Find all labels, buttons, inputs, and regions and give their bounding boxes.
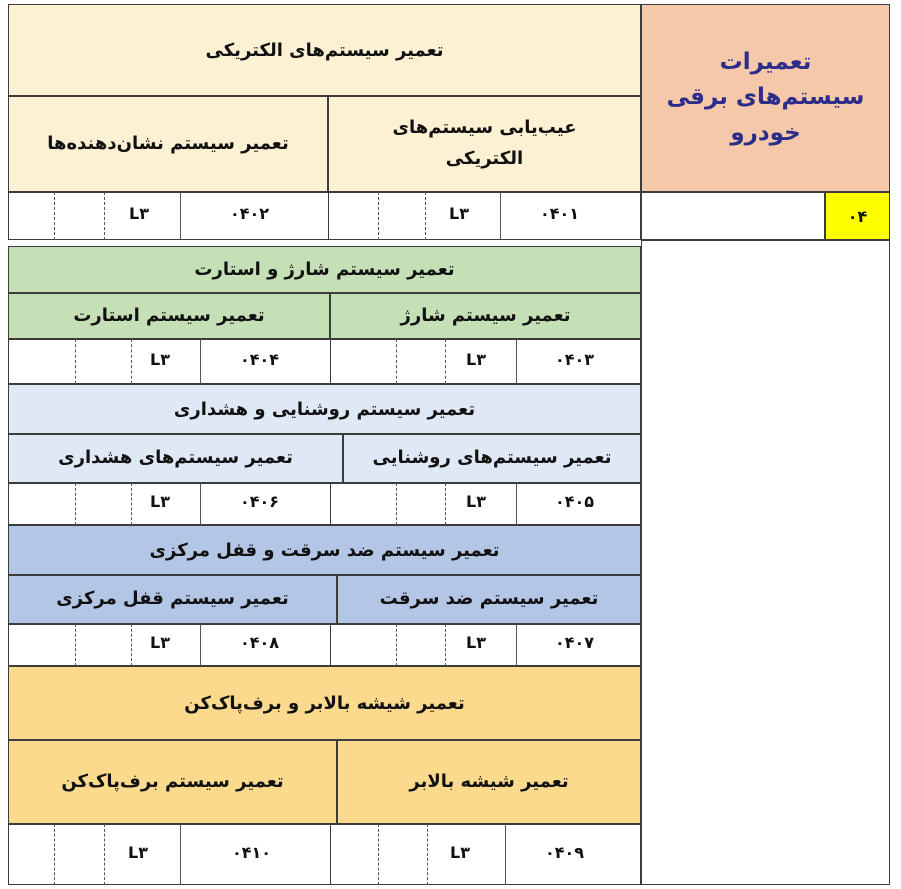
group-1-item-1-level: L۳ bbox=[449, 204, 469, 223]
group-3-item-1-level: L۳ bbox=[466, 492, 486, 511]
main-code-text: ۰۴ bbox=[847, 206, 868, 226]
g4-div bbox=[445, 624, 446, 666]
g3-div bbox=[396, 483, 397, 525]
group-5-item-2-name: تعمیر سیستم برف‌پاک‌کن bbox=[61, 770, 284, 792]
g5-div bbox=[180, 824, 181, 885]
g5-div bbox=[378, 824, 379, 885]
group-2-title bbox=[8, 246, 641, 293]
group-2-item-1-name: تعمیر سیستم شارژ bbox=[400, 304, 571, 326]
right-column-empty bbox=[641, 240, 890, 885]
group-5-item-1-name: تعمیر شیشه بالابر bbox=[409, 770, 569, 792]
g4-div bbox=[75, 624, 76, 666]
group-3-title-text: تعمیر سیستم روشنایی و هشداری bbox=[173, 398, 476, 420]
group-5-item-1-level: L۳ bbox=[450, 843, 470, 862]
group-4-item-1-level: L۳ bbox=[466, 633, 486, 652]
group-4-item-2-level: L۳ bbox=[150, 633, 170, 652]
group-4-title bbox=[8, 525, 641, 575]
group-4-code-row bbox=[8, 624, 641, 666]
group-2-item-2-level: L۳ bbox=[150, 350, 170, 369]
group-4-title-text: تعمیر سیستم ضد سرقت و قفل مرکزی bbox=[149, 539, 500, 561]
g1-div bbox=[54, 192, 55, 240]
g1-div bbox=[500, 192, 501, 240]
g4-div bbox=[396, 624, 397, 666]
group-4-item-2-code: ۰۴۰۸ bbox=[240, 633, 280, 652]
group-2-title-text: تعمیر سیستم شارژ و استارت bbox=[194, 259, 455, 280]
main-title bbox=[641, 4, 890, 192]
group-4-item-2 bbox=[8, 575, 337, 624]
group-5-item-2-code: ۰۴۱۰ bbox=[232, 843, 272, 862]
group-2-item-1 bbox=[330, 293, 641, 339]
g2-div bbox=[516, 339, 517, 384]
main-title-text: تعمیرات سیستم‌های برقی خودرو bbox=[666, 48, 865, 146]
group-3-item-2-code: ۰۴۰۶ bbox=[240, 492, 280, 511]
group-1-code-separator bbox=[328, 192, 329, 240]
group-3-item-2-level: L۳ bbox=[150, 492, 170, 511]
g1-div bbox=[378, 192, 379, 240]
group-2-code-row bbox=[8, 339, 641, 384]
group-4-item-1-code: ۰۴۰۷ bbox=[555, 633, 595, 652]
group-2-item-2-name: تعمیر سیستم استارت bbox=[73, 304, 265, 326]
group-1-item-1 bbox=[328, 96, 641, 192]
group-2-code-separator bbox=[330, 339, 331, 384]
group-1-title bbox=[8, 4, 641, 96]
g5-div bbox=[104, 824, 105, 885]
group-3-code-row bbox=[8, 483, 641, 525]
group-1-item-2-level: L۳ bbox=[129, 204, 149, 223]
group-4-code-separator bbox=[330, 624, 331, 666]
group-2-item-2-code: ۰۴۰۴ bbox=[240, 350, 280, 369]
g5-div bbox=[505, 824, 506, 885]
group-1-item-1-code: ۰۴۰۱ bbox=[540, 204, 580, 223]
group-5-title bbox=[8, 666, 641, 740]
group-2-item-1-code: ۰۴۰۳ bbox=[555, 350, 595, 369]
group-4-item-1 bbox=[337, 575, 641, 624]
group-3-item-1-name: تعمیر سیستم‌های روشنایی bbox=[372, 447, 612, 469]
group-4-item-2-name: تعمیر سیستم قفل مرکزی bbox=[56, 588, 289, 610]
g2-div bbox=[396, 339, 397, 384]
g3-div bbox=[445, 483, 446, 525]
g3-div bbox=[131, 483, 132, 525]
g4-div bbox=[200, 624, 201, 666]
group-1-title-text: تعمیر سیستم‌های الکتریکی bbox=[205, 39, 444, 61]
g4-div bbox=[516, 624, 517, 666]
group-1-item-2-code: ۰۴۰۲ bbox=[230, 204, 270, 223]
group-1-item-1-name: عیب‌یابی سیستم‌های الکتریکی bbox=[392, 117, 577, 169]
group-2-item-2 bbox=[8, 293, 330, 339]
group-4-item-1-name: تعمیر سیستم ضد سرقت bbox=[379, 588, 599, 610]
g1-div bbox=[104, 192, 105, 240]
g3-div bbox=[200, 483, 201, 525]
group-1-item-2 bbox=[8, 96, 328, 192]
group-5-item-2 bbox=[8, 740, 337, 824]
group-1-item-2-name: تعمیر سیستم نشان‌دهنده‌ها bbox=[47, 132, 289, 154]
g5-div bbox=[427, 824, 428, 885]
g1-div bbox=[425, 192, 426, 240]
group-5-item-1-code: ۰۴۰۹ bbox=[545, 843, 585, 862]
group-5-item-2-level: L۳ bbox=[128, 843, 148, 862]
g3-div bbox=[516, 483, 517, 525]
g2-div bbox=[445, 339, 446, 384]
group-3-item-1 bbox=[343, 434, 641, 483]
main-code-blank bbox=[641, 192, 825, 240]
group-3-title bbox=[8, 384, 641, 434]
group-3-item-2 bbox=[8, 434, 343, 483]
group-3-item-2-name: تعمیر سیستم‌های هشداری bbox=[58, 447, 293, 469]
group-3-code-separator bbox=[330, 483, 331, 525]
g4-div bbox=[131, 624, 132, 666]
group-3-item-1-code: ۰۴۰۵ bbox=[555, 492, 595, 511]
g2-div bbox=[200, 339, 201, 384]
g3-div bbox=[75, 483, 76, 525]
g2-div bbox=[75, 339, 76, 384]
g5-div bbox=[54, 824, 55, 885]
group-2-item-1-level: L۳ bbox=[466, 350, 486, 369]
g2-div bbox=[131, 339, 132, 384]
g1-div bbox=[180, 192, 181, 240]
main-code bbox=[825, 192, 890, 240]
group-5-code-separator bbox=[330, 824, 331, 885]
group-5-title-text: تعمیر شیشه بالابر و برف‌پاک‌کن bbox=[184, 692, 465, 714]
group-5-item-1 bbox=[337, 740, 641, 824]
